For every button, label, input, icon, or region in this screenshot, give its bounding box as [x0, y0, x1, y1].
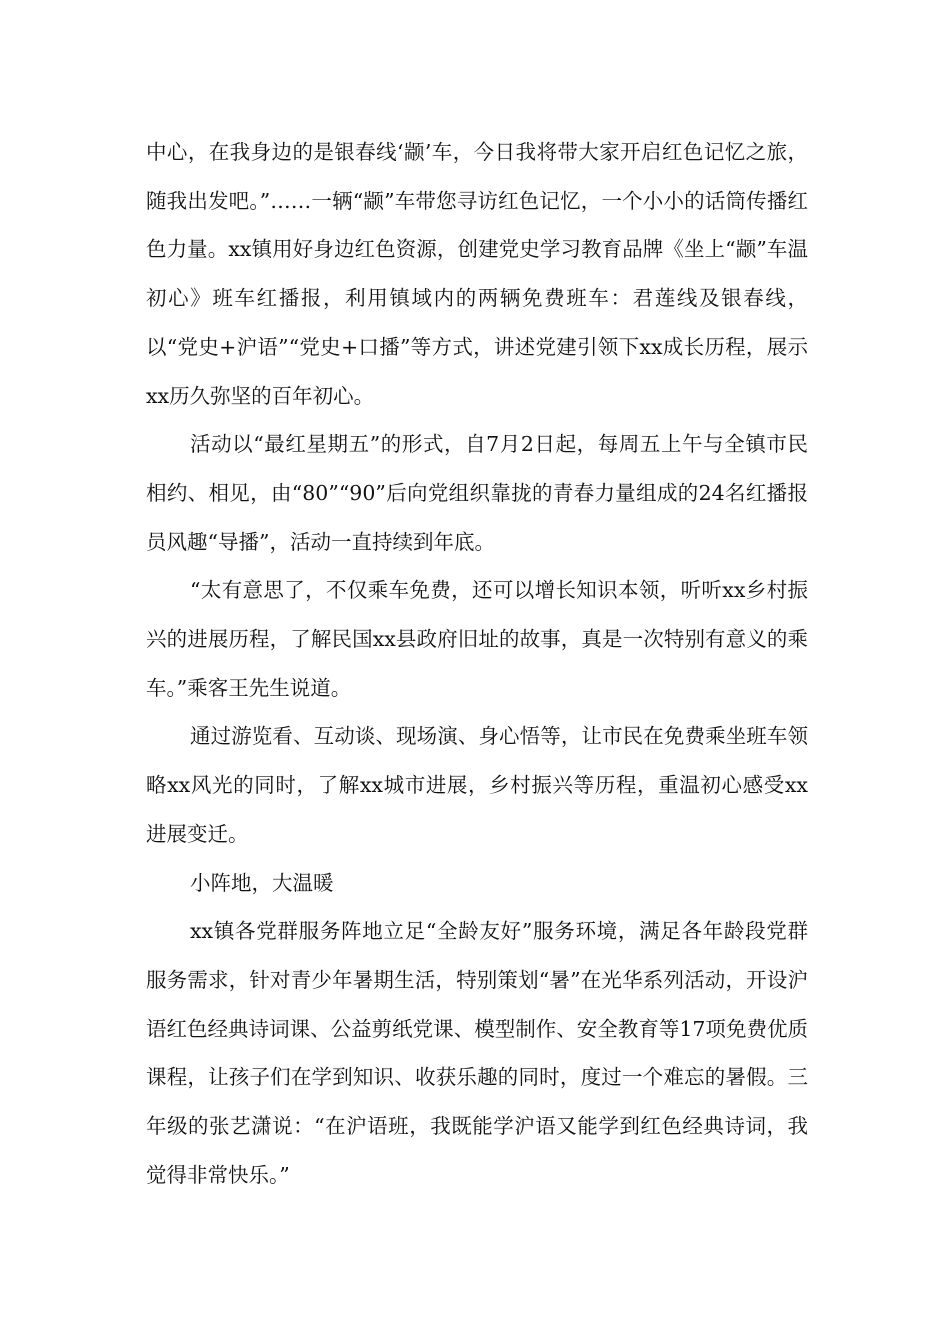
section-heading: 小阵地，大温暖	[190, 870, 334, 895]
document-body	[146, 128, 808, 1199]
paragraph-service-position: xx镇各党群服务阵地立足“全龄友好”服务环境，满足各年龄段党群服务需求，针对青少年暑期生活，特别策划“暑”在光华系列活动，开设沪语红色经典诗词课、公益剪纸党课、模型制作、安全教育等17项免费优质课程，让孩子们在学到知识、收获乐趣的同时，度过一个难忘的暑假。三年级的张艺潇说：“在沪语班，我既能学沪语又能学到红色经典诗词，我觉得非常快乐。”	[146, 919, 808, 1187]
paragraph-continued-intro: 中心，在我身边的是银春线‘颛’车，今日我将带大家开启红色记忆之旅，随我出发吧。”……一辆“颛”车带您寻访红色记忆，一个小小的话筒传播红色力量。xx镇用好身边红色资源，创建党史学习教育品牌《坐上“颛”车温初心》班车红播报，利用镇域内的两辆免费班车：君莲线及银春线，以“党史+沪语”“党史+口播”等方式，讲述党建引领下xx成长历程，展示xx历久弥坚的百年初心。	[146, 140, 808, 408]
paragraph-passenger-quote: “太有意思了，不仅乘车免费，还可以增长知识本领，听听xx乡村振兴的进展历程，了解民国xx县政府旧址的故事，真是一次特别有意义的乘车。”乘客王先生说道。	[146, 578, 808, 700]
paragraph-activity-schedule: 活动以“最红星期五”的形式，自7月2日起，每周五上午与全镇市民相约、相见，由“80”“90”后向党组织靠拢的青春力量组成的24名红播报员风趣“导播”，活动一直持续到年底。	[146, 432, 808, 554]
paragraph-activity-summary: 通过游览看、互动谈、现场演、身心悟等，让市民在免费乘坐班车领略xx风光的同时，了解xx城市进展，乡村振兴等历程，重温初心感受xx进展变迁。	[146, 724, 808, 846]
